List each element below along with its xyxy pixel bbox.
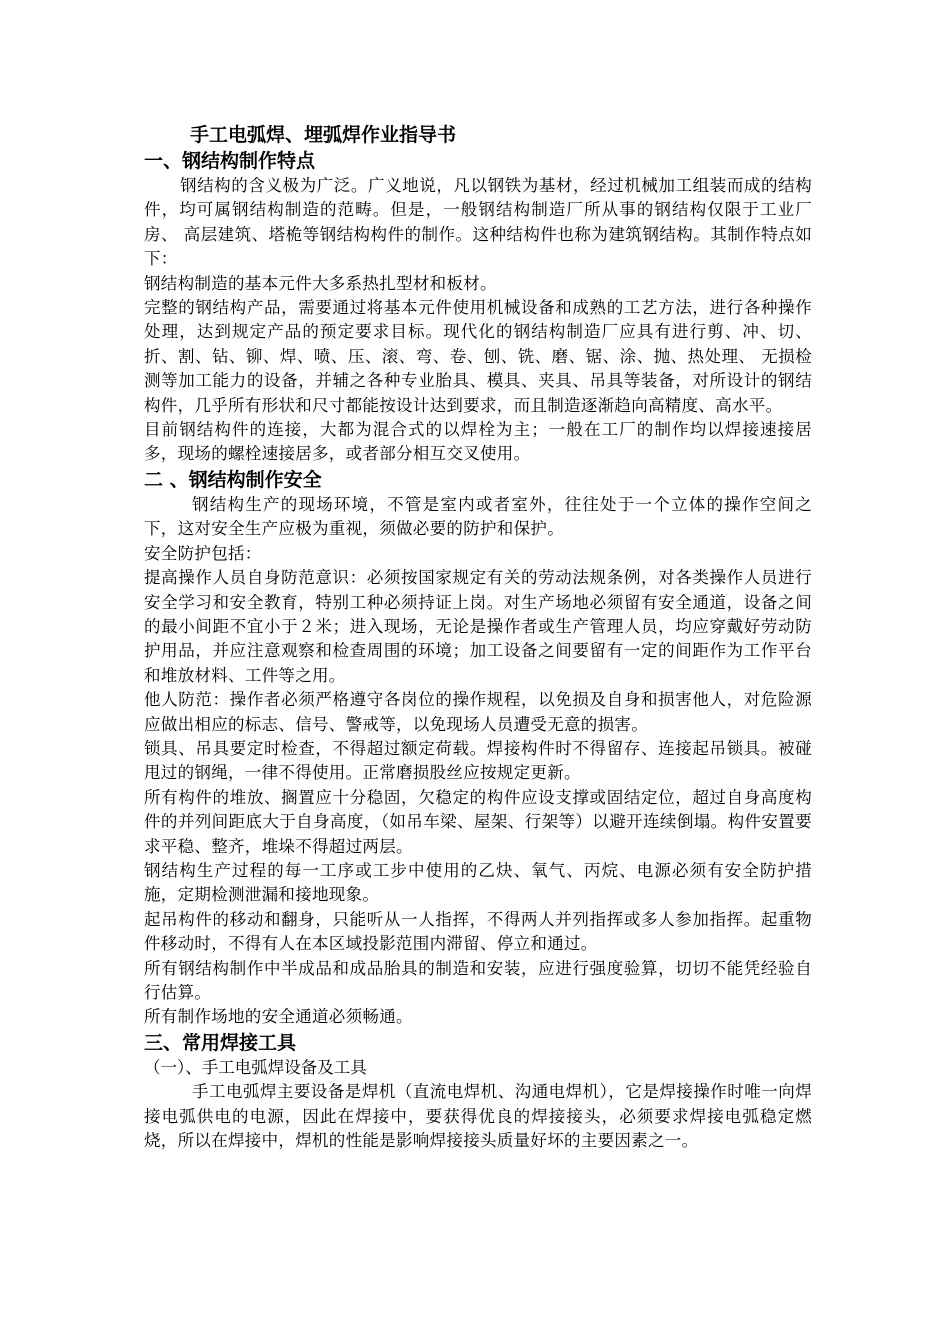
document-page — [144, 122, 812, 1153]
section-2-paragraph: 所有钢结构制作中半成品和成品胎具的制造和安装，应进行强度验算，切切不能凭经验自行估算。 — [144, 958, 812, 1002]
section-2-paragraph: 安全防护包括： — [144, 543, 262, 563]
section-2-paragraph: 锁具、吊具要定时检查，不得超过额定荷载。焊接构件时不得留存、连接起吊锁具。被碰甩过的钢绳，一律不得使用。正常磨损股丝应按规定更新。 — [144, 738, 812, 783]
document-title: 手工电弧焊、埋弧焊作业指导书 — [190, 124, 457, 146]
section-2-paragraph: 所有构件的堆放、搁置应十分稳固，欠稳定的构件应设支撑或固结定位，超过自身高度构件的并列间距底大于自身高度，（如吊车梁、屋架、行架等）以避开连续倒塌。构件安置要求平稳、整齐，堆垛不得超过两层。 — [144, 787, 812, 856]
section-1-paragraph: 钢结构制造的基本元件大多系热扎型材和板材。 — [144, 273, 497, 293]
section-3-subheading: （一）、手工电弧焊设备及工具 — [144, 1057, 367, 1077]
section-2-heading: 二 、钢结构制作安全 — [144, 468, 322, 491]
section-3-paragraph: 手工电弧焊主要设备是焊机（直流电焊机、沟通电焊机），它是焊接操作时唯一向焊接电弧供电的电源，因此在焊接中，要获得优良的焊接接头，必须要求焊接电弧稳定燃烧，所以在焊接中，焊机的性能是影响焊接接头质量好坏的主要因素之一。 — [144, 1082, 812, 1151]
section-1-heading: 一、钢结构制作特点 — [144, 150, 316, 172]
section-2-paragraph: 提高操作人员自身防范意识：必须按国家规定有关的劳动法规条例，对各类操作人员进行安全学习和安全教育，特别工种必须持证上岗。对生产场地必须留有安全通道，设备之间的最小间距不宜小于２米；进入现场，无论是操作者或生产管理人员，均应穿戴好劳动防护用品，并应注意观察和检查周围的环境；加工设备之间要留有一定的间距作为工作平台和堆放材料、工件等之用。 — [144, 568, 812, 685]
section-1-paragraph: 钢结构的含义极为广泛。广义地说，凡以钢铁为基材，经过机械加工组装而成的结构件，均可属钢结构制造的范畴。但是，一般钢结构制造厂所从事的钢结构仅限于工业厂房、 高层建筑、塔桅等钢结构构件的制作。这种结构件也称为建筑钢结构。其制作特点如下： — [144, 176, 812, 269]
section-2-paragraph: 钢结构生产的现场环境，不管是室内或者室外，往往处于一个立体的操作空间之下，这对安全生产应极为重视，须做必要的防护和保护。 — [144, 494, 812, 539]
section-2-paragraph: 所有制作场地的安全通道必须畅通。 — [144, 1007, 413, 1027]
section-1-paragraph: 目前钢结构件的连接，大都为混合式的以焊栓为主；一般在工厂的制作均以焊接速接居多，现场的螺栓速接居多，或者部分相互交叉使用。 — [144, 420, 812, 464]
section-2-paragraph: 钢结构生产过程的每一工序或工步中使用的乙炔、氧气、丙烷、电源必须有安全防护措施，定期检测泄漏和接地现象。 — [144, 860, 812, 905]
section-1-paragraph: 完整的钢结构产品，需要通过将基本元件使用机械设备和成熟的工艺方法，进行各种操作处理，达到规定产品的预定要求目标。现代化的钢结构制造厂应具有进行剪、冲、切、折、割、钻、铆、焊、喷、压、滚、弯、卷、刨、铣、磨、锯、涂、抛、热处理、 无损检测等加工能力的设备，并辅之各种专业胎具、模具、夹具、吊具等装备，对所设计的钢结构件，几乎所有形状和尺寸都能按设计达到要求，而且制造逐渐趋向高精度、高水平。 — [144, 298, 812, 415]
section-3-heading: 三、常用焊接工具 — [144, 1031, 297, 1054]
section-2-paragraph: 他人防范：操作者必须严格遵守各岗位的操作规程，以免损及自身和损害他人，对危险源应做出相应的标志、信号、警戒等，以免现场人员遭受无意的损害。 — [144, 690, 812, 734]
section-2-paragraph: 起吊构件的移动和翻身，只能听从一人指挥，不得两人并列指挥或多人参加指挥。起重物件移动时，不得有人在本区域投影范围内滞留、停立和通过。 — [144, 909, 812, 954]
